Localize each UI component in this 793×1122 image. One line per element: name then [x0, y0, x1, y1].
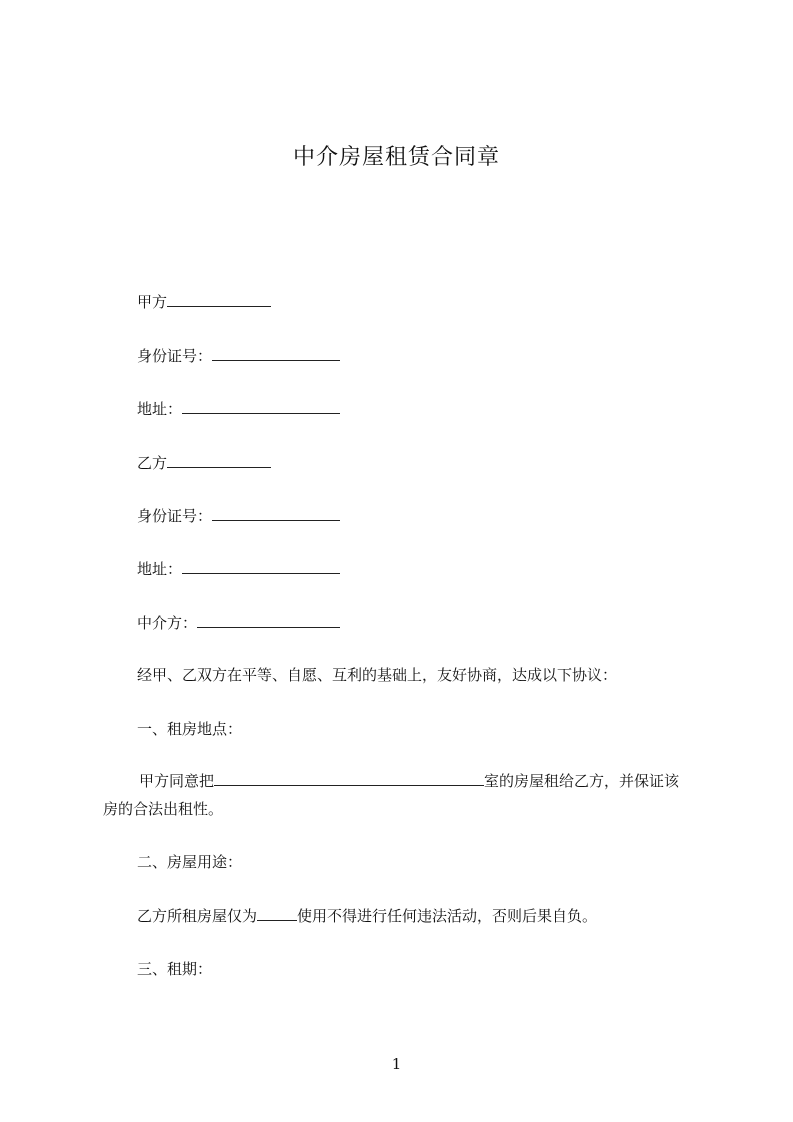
party-b-id-label: 身份证号：	[137, 507, 213, 525]
section2-heading-text: 二、房屋用途：	[137, 853, 243, 871]
party-b-blank	[167, 452, 271, 468]
section2-text-before: 乙方所租房屋仅为	[137, 907, 258, 925]
section2-heading	[137, 852, 242, 872]
party-a-id-line	[137, 345, 340, 366]
party-b-address-label: 地址：	[137, 560, 183, 578]
intro-text: 经甲、乙双方在平等、自愿、互利的基础上，友好协商，达成以下协议：	[137, 666, 618, 684]
party-a-address-blank	[182, 398, 340, 414]
party-b-address-line	[137, 558, 340, 579]
party-b-label: 乙方	[137, 454, 168, 472]
section3-heading-text: 三、租期：	[137, 960, 213, 978]
party-b-line	[137, 452, 271, 473]
section1-line1	[103, 767, 703, 795]
party-b-address-blank	[182, 558, 340, 574]
party-a-blank	[167, 291, 271, 307]
party-b-id-blank	[212, 505, 340, 521]
section3-heading	[137, 959, 212, 979]
document-title: 中介房屋租赁合同章	[292, 145, 500, 170]
agent-label: 中介方：	[137, 614, 198, 632]
section2-use-blank	[257, 905, 297, 921]
section1-text-before: 甲方同意把	[139, 772, 215, 790]
party-a-line	[137, 291, 271, 312]
party-a-id-blank	[212, 345, 340, 361]
section1-heading-text: 一、租房地点：	[137, 720, 243, 738]
section1-line2: 房的合法出租性。	[103, 800, 224, 818]
party-a-label: 甲方	[137, 293, 168, 311]
intro-line	[137, 665, 617, 685]
party-b-id-line	[137, 505, 340, 526]
section1-text-after: 室的房屋租给乙方，并保证该	[484, 772, 680, 790]
section1-heading	[137, 719, 242, 739]
party-a-address-line	[137, 398, 340, 419]
section1-address-blank	[214, 770, 484, 786]
agent-line	[137, 612, 340, 633]
party-a-id-label: 身份证号：	[137, 347, 213, 365]
page-number: 1	[391, 1055, 402, 1073]
section2-text-after: 使用不得进行任何违法活动，否则后果自负。	[297, 907, 598, 925]
section2-text-line	[137, 905, 597, 926]
section1-paragraph	[103, 767, 703, 823]
agent-blank	[197, 612, 340, 628]
party-a-address-label: 地址：	[137, 400, 183, 418]
